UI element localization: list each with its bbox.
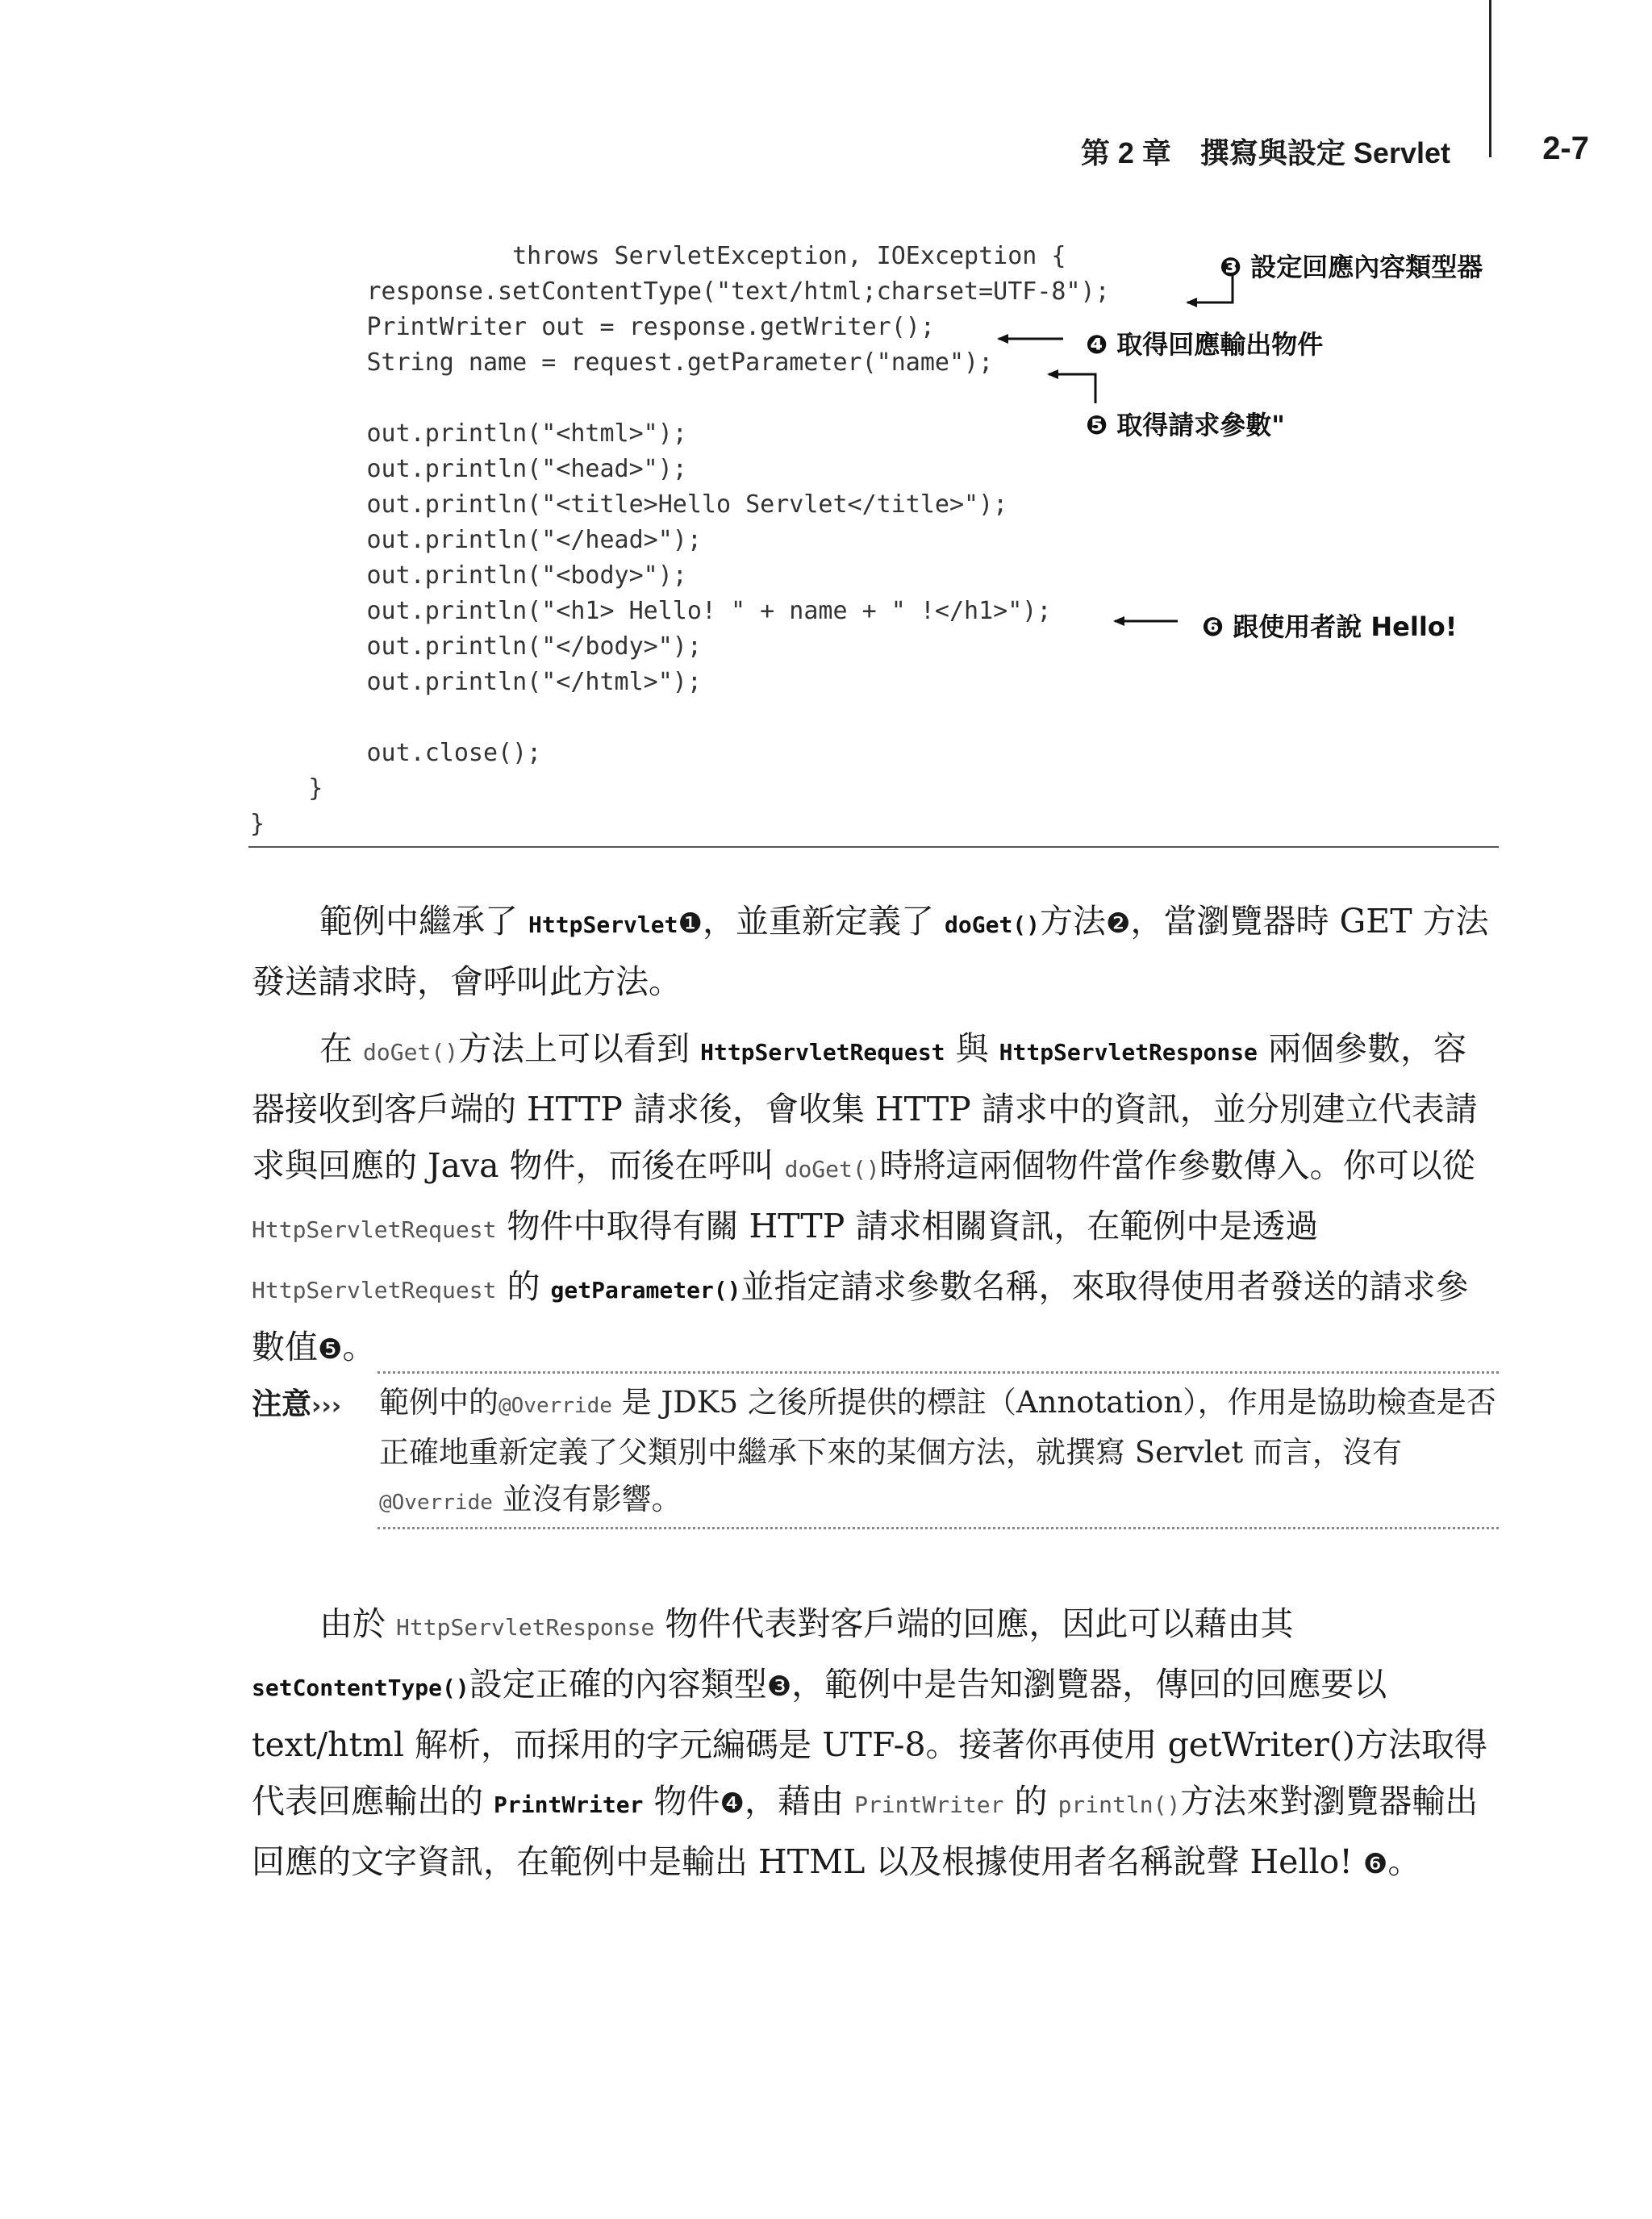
text: 兩個參數，容器接收到客戶端的 HTTP 請求後，會收集 HTTP 請求中的資訊，並分別建立代表請求與回應的 Java 物件，而後在呼叫: [252, 1029, 1478, 1185]
text: 是 JDK5 之後所提供的標註（Annotation），作用是協助檢查是否正確地重新定義了父類別中繼承下來的某個方法，就撰寫 Servlet 而言，沒有: [379, 1385, 1496, 1470]
code-term: doGet(): [784, 1156, 880, 1182]
text: 設定正確的內容類型: [469, 1665, 767, 1704]
text: 物件中取得有關 HTTP 請求相關資訊，在範例中是透過: [496, 1207, 1319, 1245]
note-text: [379, 1379, 1500, 1526]
code-divider: [248, 846, 1499, 848]
code-line: response.setContentType("text/html;charset=UTF-8");: [250, 277, 1110, 306]
text: 方法: [1040, 902, 1107, 941]
text: 的: [496, 1267, 551, 1306]
text: 。: [342, 1328, 376, 1366]
callout-number: ❸: [766, 1671, 792, 1703]
code-line: out.println("<html>");: [250, 419, 687, 448]
code-line: }: [250, 810, 265, 838]
text: ，當瀏覽器時 GET 方法發送請求時，會呼叫此方法。: [252, 902, 1489, 1001]
text: 範例中繼承了: [319, 902, 529, 941]
text: 與: [945, 1029, 999, 1068]
text: 由於: [319, 1604, 397, 1643]
code-term: HttpServletRequest: [252, 1216, 497, 1243]
text: 時將這兩個物件當作參數傳入。你可以從: [879, 1146, 1475, 1185]
text: 。: [1387, 1842, 1421, 1881]
note-label: [252, 1379, 341, 1423]
code-term: HttpServletRequest: [252, 1277, 497, 1303]
text: 範例中的: [379, 1385, 499, 1420]
page-number: 2-7: [1542, 131, 1589, 166]
text: 物件代表對客戶端的回應，因此可以藉由其: [654, 1604, 1294, 1643]
annotation-5: ❺ 取得請求參數": [1086, 410, 1285, 440]
chevron-icon: ›››: [311, 1392, 342, 1420]
text: 方法上可以看到: [458, 1029, 701, 1068]
code-term: HttpServletResponse: [396, 1614, 655, 1641]
text: 並指定請求參數名稱，來取得使用者發送的請求參數值: [252, 1267, 1469, 1366]
callout-arrow-5: [1049, 374, 1095, 403]
code-line: out.println("<head>");: [250, 455, 687, 483]
code-line: out.println("</html>");: [250, 668, 702, 696]
callout-number: ❻: [1362, 1848, 1388, 1880]
callout-number: ❹: [720, 1787, 745, 1820]
code-line: }: [250, 774, 323, 803]
code-line: String name = request.getParameter("name");: [250, 348, 994, 377]
paragraph-3: [252, 1595, 1498, 1892]
code-line: out.println("<title>Hello Servlet</title>");: [250, 490, 1008, 519]
callout-number: ❺: [318, 1333, 343, 1366]
text: 物件: [643, 1782, 720, 1821]
code-term: HttpServlet: [528, 911, 678, 938]
note-label-text: 注意: [252, 1386, 311, 1421]
annotation-3: ❸ 設定回應內容類型器: [1220, 252, 1483, 282]
code-term: setContentType(): [252, 1675, 469, 1701]
callout-number: ❶: [678, 907, 703, 940]
code-line: out.println("<body>");: [250, 561, 687, 590]
text: 並沒有影響。: [492, 1482, 682, 1516]
code-term: HttpServletResponse: [999, 1039, 1258, 1066]
code-term: doGet(): [945, 911, 1041, 938]
note-bottom-rule: [378, 1527, 1499, 1529]
code-term: @Override: [379, 1491, 493, 1515]
code-term: PrintWriter: [494, 1791, 644, 1818]
code-term: @Override: [499, 1394, 612, 1418]
text: ，並重新定義了: [702, 902, 945, 941]
annotation-6: ❻ 跟使用者說 Hello!: [1202, 611, 1458, 642]
chapter-title: 第 2 章 撰寫與設定 Servlet: [1080, 136, 1450, 169]
text: 在: [319, 1029, 364, 1068]
annotation-4: ❹ 取得回應輸出物件: [1086, 329, 1324, 360]
paragraph-1: [252, 893, 1498, 1010]
callout-number: ❷: [1106, 907, 1131, 940]
code-line: out.println("</head>");: [250, 526, 702, 554]
code-line: out.println("</body>");: [250, 632, 702, 661]
text: ，範例中是告知瀏覽器，傳回的回應要以 text/html 解析，而採用的字元編碼是 UTF-8。接著你再使用 getWriter()方法取得代表回應輸出的: [252, 1665, 1487, 1821]
code-term: println(): [1058, 1791, 1181, 1818]
text: ，藉由: [745, 1782, 855, 1821]
code-term: HttpServletRequest: [700, 1039, 945, 1066]
code-line: throws ServletException, IOException {: [250, 242, 1066, 270]
paragraph-2: [252, 1020, 1498, 1378]
code-term: doGet(): [363, 1039, 459, 1066]
code-line: PrintWriter out = response.getWriter();: [250, 313, 935, 341]
code-line: out.close();: [250, 739, 542, 767]
code-term: getParameter(): [550, 1277, 741, 1303]
text: 的: [1003, 1782, 1058, 1821]
code-line: out.println("<h1> Hello! " + name + " !</h1>");: [250, 597, 1052, 625]
text: 方法來對瀏覽器輸出回應的文字資訊，在範例中是輸出 HTML 以及根據使用者名稱說聲 Hello!: [252, 1782, 1479, 1881]
code-term: PrintWriter: [854, 1791, 1004, 1818]
note-top-rule: [378, 1371, 1499, 1374]
